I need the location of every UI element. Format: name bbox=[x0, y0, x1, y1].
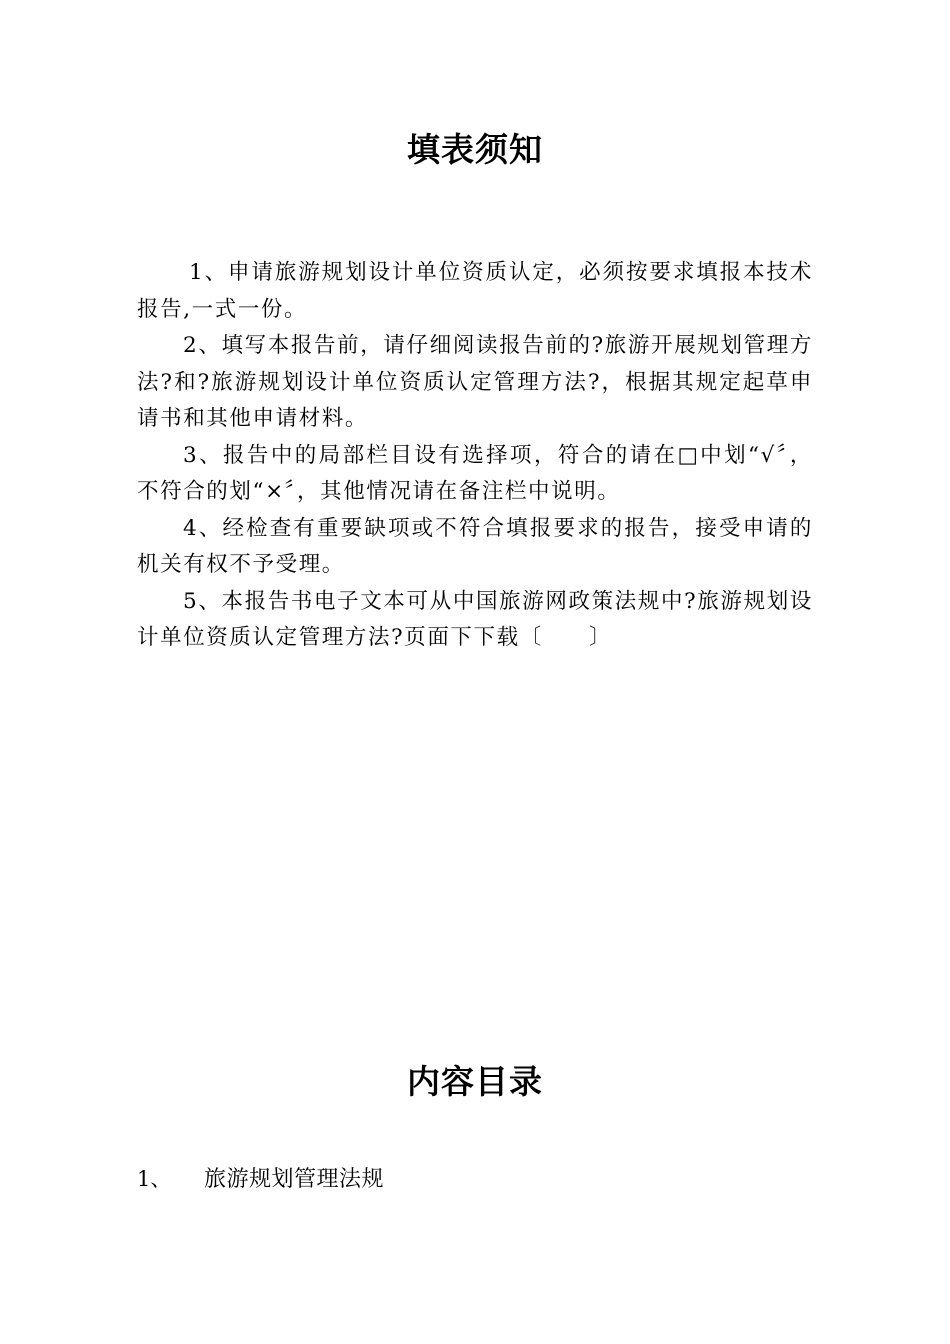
toc-item bbox=[137, 1162, 813, 1198]
notes-title: 填表须知 bbox=[407, 130, 543, 169]
note-item-3: 3、报告中的局部栏目设有选择项，符合的请在□中划“√〞，不符合的划“×〞，其他情况请在备注栏中说明。 bbox=[137, 442, 813, 504]
note-item-2: 2、填写本报告前，请仔细阅读报告前的?旅游开展规划管理方法?和?旅游规划设计单位资质认定管理方法?，根据其规定起草申请书和其他申请材料。 bbox=[137, 333, 813, 431]
notes-list bbox=[137, 255, 813, 657]
note-item-4: 4、经检查有重要缺项或不符合填报要求的报告，接受申请的机关有权不予受理。 bbox=[137, 515, 813, 577]
toc-item-label: 旅游规划管理法规 bbox=[204, 1167, 385, 1192]
toc-title: 内容目录 bbox=[407, 1062, 543, 1101]
note-item-5: 5、本报告书电子文本可从中国旅游网政策法规中?旅游规划设计单位资质认定管理方法?页面下下载〔 〕 bbox=[137, 588, 813, 650]
toc-list bbox=[137, 1162, 813, 1198]
note-item-1: 1、申请旅游规划设计单位资质认定，必须按要求填报本技术报告,一式一份。 bbox=[137, 260, 813, 322]
toc-item-number: 1、 bbox=[137, 1167, 172, 1191]
